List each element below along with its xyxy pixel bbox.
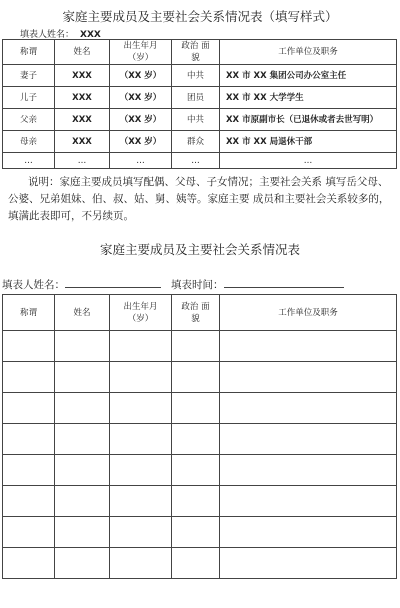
blank-cell[interactable] bbox=[110, 455, 172, 486]
header-work: 工作单位及职务 bbox=[220, 295, 397, 331]
blank-cell[interactable] bbox=[55, 455, 110, 486]
blank-cell[interactable] bbox=[55, 331, 110, 362]
blank-cell[interactable] bbox=[110, 424, 172, 455]
blank-cell[interactable] bbox=[220, 331, 397, 362]
cell-ellipsis: … bbox=[55, 153, 110, 169]
header-politics bbox=[172, 295, 220, 331]
blank-table-title: 家庭主要成员及主要社会关系情况表 bbox=[99, 242, 300, 257]
cell-relation: 妻子 bbox=[3, 65, 55, 87]
table-row bbox=[3, 131, 397, 153]
table-row bbox=[3, 87, 397, 109]
header-birth-line2: （岁） bbox=[127, 53, 154, 63]
header-work: 工作单位及职务 bbox=[220, 40, 397, 65]
table-row bbox=[3, 424, 397, 455]
table-row bbox=[3, 362, 397, 393]
header-birth-line1: 出生年月 bbox=[123, 41, 158, 51]
table-row bbox=[3, 455, 397, 486]
cell-politics: 中共 bbox=[172, 109, 220, 131]
blank-filler-label: 填表人姓名： bbox=[2, 279, 65, 291]
blank-cell[interactable] bbox=[3, 331, 55, 362]
table-row bbox=[3, 393, 397, 424]
cell-work: XX 市 XX 集团公司办公室主任 bbox=[220, 65, 397, 87]
sample-table bbox=[2, 39, 397, 169]
cell-name: XXX bbox=[55, 131, 110, 153]
header-birth bbox=[110, 295, 172, 331]
table-row bbox=[3, 331, 397, 362]
cell-politics: 群众 bbox=[172, 131, 220, 153]
blank-cell[interactable] bbox=[55, 486, 110, 517]
header-birth-line1: 出生年月 bbox=[123, 301, 158, 312]
sample-filler-label: 填表人姓名： bbox=[20, 30, 75, 40]
blank-cell[interactable] bbox=[3, 486, 55, 517]
table-row bbox=[3, 548, 397, 579]
cell-relation: 儿子 bbox=[3, 87, 55, 109]
blank-cell[interactable] bbox=[172, 393, 220, 424]
blank-cell[interactable] bbox=[220, 424, 397, 455]
blank-cell[interactable] bbox=[172, 424, 220, 455]
table-row bbox=[3, 109, 397, 131]
blank-table bbox=[2, 294, 397, 579]
blank-cell[interactable] bbox=[172, 331, 220, 362]
table-row bbox=[3, 486, 397, 517]
cell-relation: 母亲 bbox=[3, 131, 55, 153]
cell-name: XXX bbox=[55, 65, 110, 87]
blank-cell[interactable] bbox=[220, 455, 397, 486]
blank-cell[interactable] bbox=[110, 517, 172, 548]
blank-cell[interactable] bbox=[172, 362, 220, 393]
header-birth-line2: （岁） bbox=[127, 313, 154, 324]
blank-cell[interactable] bbox=[220, 517, 397, 548]
blank-cell[interactable] bbox=[172, 517, 220, 548]
cell-ellipsis: … bbox=[220, 153, 397, 169]
blank-cell[interactable] bbox=[110, 548, 172, 579]
blank-cell[interactable] bbox=[55, 548, 110, 579]
cell-age: （XX 岁） bbox=[110, 109, 172, 131]
header-relation: 称谓 bbox=[3, 295, 55, 331]
cell-age: （XX 岁） bbox=[110, 131, 172, 153]
blank-cell[interactable] bbox=[110, 486, 172, 517]
header-name: 姓名 bbox=[55, 295, 110, 331]
sample-table-title: 家庭主要成员及主要社会关系情况表（填写样式） bbox=[62, 9, 338, 24]
header-politics-line2: 貌 bbox=[191, 53, 200, 63]
blank-cell[interactable] bbox=[172, 548, 220, 579]
cell-age: （XX 岁） bbox=[110, 87, 172, 109]
blank-cell[interactable] bbox=[3, 455, 55, 486]
blank-cell[interactable] bbox=[172, 455, 220, 486]
table-row bbox=[3, 517, 397, 548]
blank-cell[interactable] bbox=[220, 393, 397, 424]
blank-cell[interactable] bbox=[55, 362, 110, 393]
cell-name: XXX bbox=[55, 109, 110, 131]
cell-ellipsis: … bbox=[3, 153, 55, 169]
blank-cell[interactable] bbox=[3, 517, 55, 548]
header-birth bbox=[110, 40, 172, 65]
blank-date-label: 填表时间： bbox=[171, 279, 224, 291]
blank-cell[interactable] bbox=[220, 548, 397, 579]
sample-header-row bbox=[3, 40, 397, 65]
header-name: 姓名 bbox=[55, 40, 110, 65]
sample-filler-value: XXX bbox=[80, 30, 101, 40]
blank-header-row bbox=[3, 295, 397, 331]
blank-cell[interactable] bbox=[172, 486, 220, 517]
blank-cell[interactable] bbox=[55, 393, 110, 424]
header-politics-line1: 政治 面 bbox=[181, 301, 210, 312]
blank-cell[interactable] bbox=[110, 362, 172, 393]
cell-relation: 父亲 bbox=[3, 109, 55, 131]
blank-cell[interactable] bbox=[220, 362, 397, 393]
cell-ellipsis: … bbox=[110, 153, 172, 169]
table-row-ellipsis bbox=[3, 153, 397, 169]
blank-filler-line bbox=[2, 276, 344, 292]
header-politics-line2: 貌 bbox=[191, 313, 200, 324]
cell-ellipsis: … bbox=[172, 153, 220, 169]
cell-name: XXX bbox=[55, 87, 110, 109]
cell-age: （XX 岁） bbox=[110, 65, 172, 87]
blank-cell[interactable] bbox=[55, 517, 110, 548]
cell-work: XX 市 XX 大学学生 bbox=[220, 87, 397, 109]
blank-cell[interactable] bbox=[3, 362, 55, 393]
filler-name-underline bbox=[65, 276, 161, 288]
blank-cell[interactable] bbox=[55, 424, 110, 455]
blank-cell[interactable] bbox=[3, 548, 55, 579]
blank-cell[interactable] bbox=[3, 424, 55, 455]
cell-politics: 中共 bbox=[172, 65, 220, 87]
instructions-note: 说明：家庭主要成员填写配偶、父母、子女情况；主要社会关系 填写岳父母、公婆、兄弟姐妹、伯、叔、姑、舅、姨等。家庭主要 成员和主要社会关系较多的，填满此表即可，不另续页。 bbox=[8, 176, 390, 222]
cell-work: XX 市原副市长（已退休或者去世写明） bbox=[220, 109, 397, 131]
header-politics bbox=[172, 40, 220, 65]
blank-cell[interactable] bbox=[110, 393, 172, 424]
header-relation: 称谓 bbox=[3, 40, 55, 65]
cell-work: XX 市 XX 局退休干部 bbox=[220, 131, 397, 153]
blank-cell[interactable] bbox=[3, 393, 55, 424]
cell-politics: 团员 bbox=[172, 87, 220, 109]
blank-cell[interactable] bbox=[110, 331, 172, 362]
table-row bbox=[3, 65, 397, 87]
header-politics-line1: 政治 面 bbox=[181, 41, 210, 51]
blank-cell[interactable] bbox=[220, 486, 397, 517]
date-underline bbox=[224, 276, 344, 288]
